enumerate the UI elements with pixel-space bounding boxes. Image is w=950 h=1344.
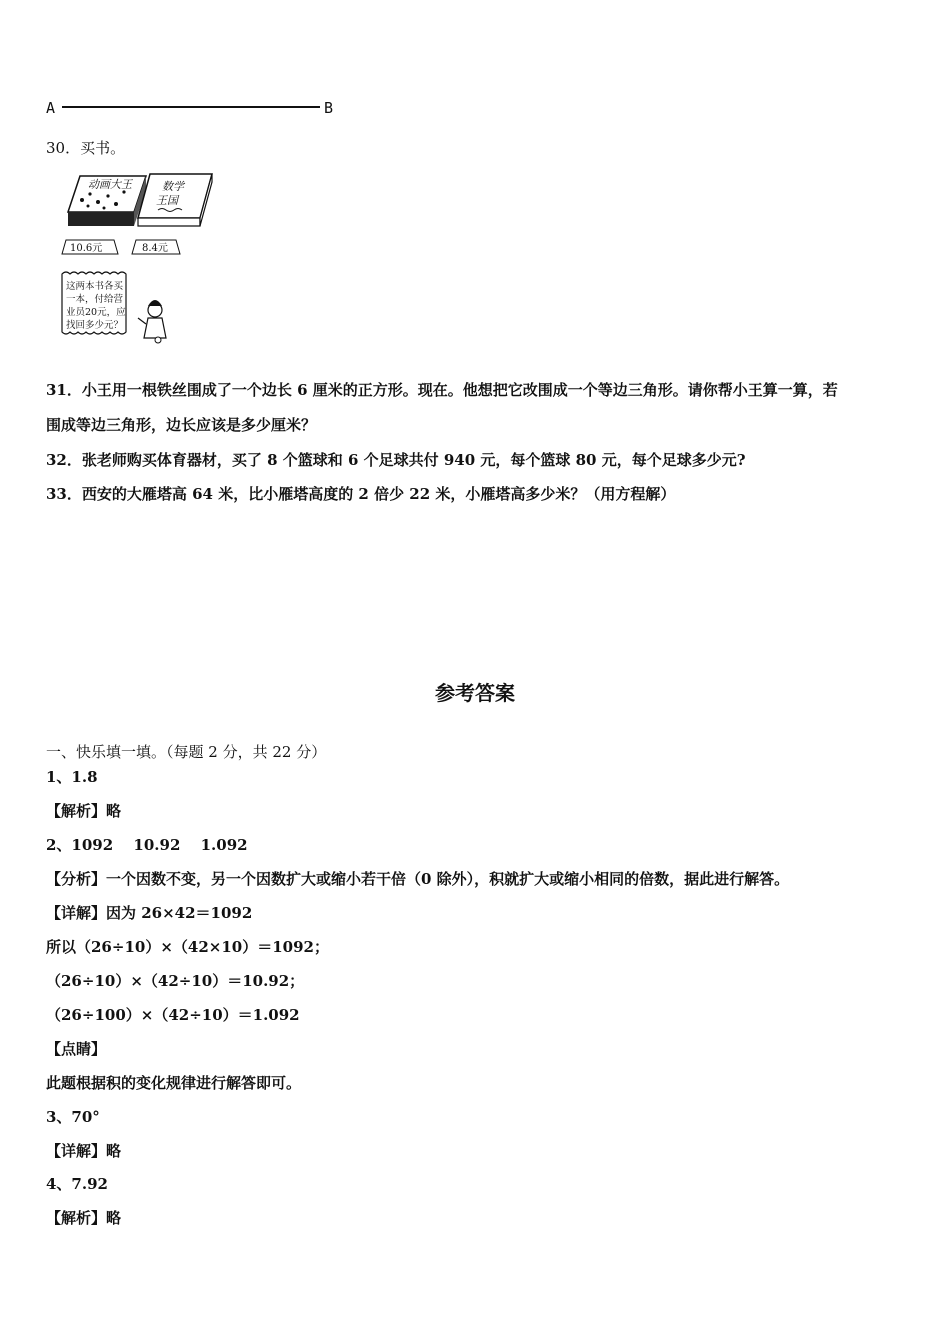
- question-31-line-1: 31．小王用一根铁丝围成了一个边长 6 厘米的正方形。现在。他想把它改围成一个等边三角形。请你帮小王算一算，若: [46, 381, 838, 399]
- answer-3: 3、70°: [46, 1108, 100, 1126]
- answers-title: 参考答案: [435, 681, 515, 705]
- point-b-label: B: [324, 99, 334, 117]
- book-2-price: 8.4元: [142, 243, 168, 254]
- answer-2-step-1: 所以（26÷10）×（42×10）＝1092；: [46, 938, 329, 956]
- book-1-title: 动画大王: [88, 178, 132, 191]
- answer-4-note: 【解析】略: [46, 1209, 122, 1227]
- answer-2-step-3: （26÷100）×（42÷10）＝1.092: [46, 1006, 300, 1024]
- book-1-price: 10.6元: [70, 243, 103, 254]
- girl-figure: [138, 300, 166, 343]
- bubble-line-4: 找回多少元？: [66, 320, 124, 331]
- book-1: [62, 176, 146, 254]
- question-32: 32．张老师购买体育器材，买了 8 个篮球和 6 个足球共付 940 元，每个篮球 80 元，每个足球多少元?: [46, 451, 746, 469]
- bubble-line-2: 一本，付给营: [66, 294, 124, 305]
- answer-4: 4、7.92: [46, 1175, 108, 1193]
- answer-2: 2、1092 10.92 1.092: [46, 836, 248, 854]
- book-2-title-line2: 王国: [156, 194, 178, 207]
- answer-2-dianjing: 【点睛】: [46, 1040, 107, 1058]
- answer-2-detail: 【详解】因为 26×42＝1092: [46, 904, 253, 922]
- bubble-line-1: 这两本书各买: [66, 281, 124, 292]
- section-1-heading: 一、快乐填一填。（每题 2 分，共 22 分）: [46, 743, 327, 761]
- point-a-label: A: [46, 99, 56, 117]
- answer-3-note: 【详解】略: [46, 1142, 122, 1160]
- answer-1: 1、1.8: [46, 768, 98, 786]
- question-30: 30．买书。: [46, 139, 126, 157]
- question-33: 33．西安的大雁塔高 64 米，比小雁塔高度的 2 倍少 22 米，小雁塔高多少米？（用方程解）: [46, 485, 676, 503]
- book-2-title-line1: 数学: [162, 180, 184, 193]
- answer-1-note: 【解析】略: [46, 802, 122, 820]
- answer-2-summary: 此题根据积的变化规律进行解答即可。: [46, 1074, 302, 1092]
- books-illustration: [58, 170, 218, 260]
- bubble-line-3: 业员20元，应: [66, 307, 126, 318]
- answer-2-step-2: （26÷10）×（42÷10）＝10.92；: [46, 972, 305, 990]
- question-31-line-2: 围成等边三角形，边长应该是多少厘米？: [46, 416, 317, 434]
- answer-2-analysis: 【分析】一个因数不变，另一个因数扩大或缩小若干倍（0 除外），积就扩大或缩小相同的倍数，据此进行解答。: [46, 870, 790, 888]
- speech-bubble-illustration: [58, 268, 176, 350]
- segment-line: [62, 106, 320, 108]
